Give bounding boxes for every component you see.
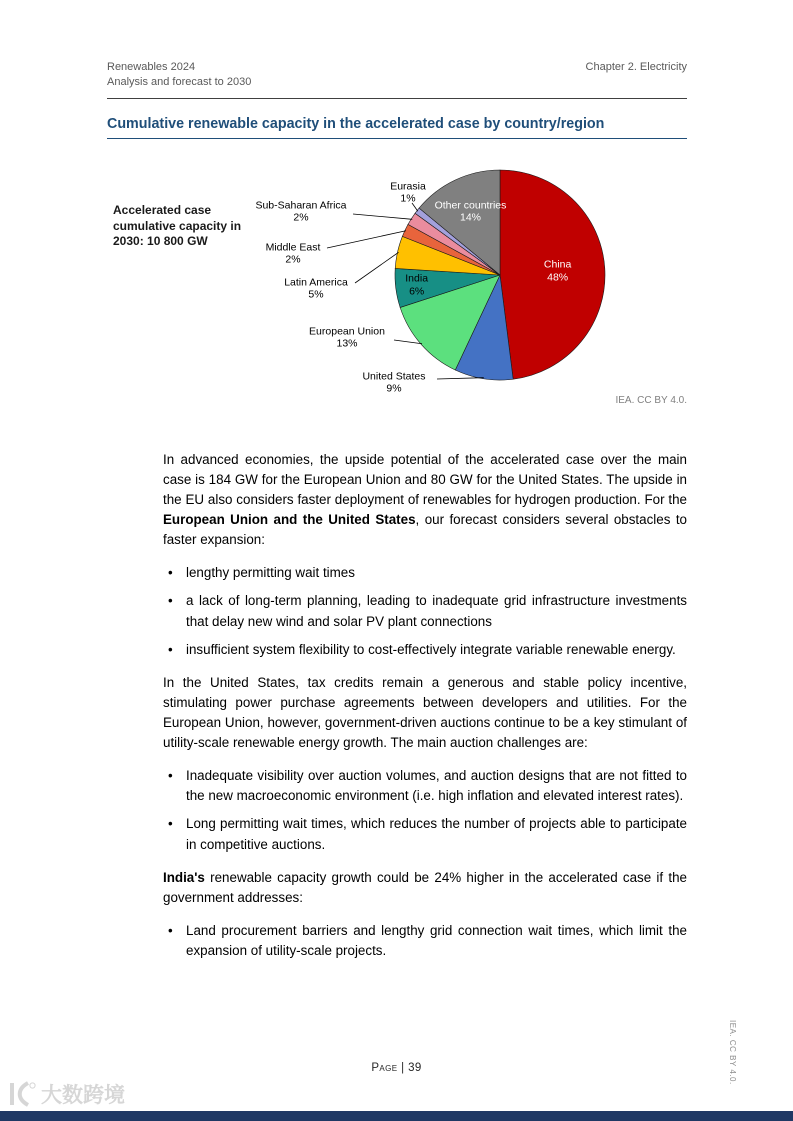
list-item: • Land procurement barriers and lengthy grid connection wait times, which limit the expansion of utility-scale projects. [163, 921, 687, 961]
list-item: • Long permitting wait times, which reduces the number of projects able to participate in competitive auctions. [163, 814, 687, 854]
pie-label-middle-east: Middle East 2% [265, 241, 321, 266]
pie-label-india: India 6% [405, 272, 429, 298]
bullet-list-obstacles [163, 563, 687, 659]
section-title-underline [107, 138, 687, 139]
leader-line-middle-east [327, 231, 406, 248]
bullet-list-india [163, 921, 687, 961]
header-left [107, 60, 251, 91]
paragraph-us-eu-auctions: In the United States, tax credits remain a generous and stable policy incentive, stimulating power purchase agreements between developers and utilities. For the European Union, however, government-driven auctions continue to be a key stimulant of utility-scale renewable energy growth. The main auction challenges are: [163, 674, 687, 751]
list-item: • Inadequate visibility over auction volumes, and auction designs that are not fitted to the new macroeconomic environment (i.e. high inflation and elevated interest rates). [163, 766, 687, 806]
pie-label-latin-america: Latin America 5% [284, 276, 348, 301]
header-divider [107, 98, 687, 99]
page-number: Page | 39 [371, 1062, 422, 1074]
bottom-bar [0, 1111, 793, 1121]
paragraph-advanced-economies: In advanced economies, the upside potential of the accelerated case over the main case is 184 GW for the European Union and 80 GW for the United States. The upside in the EU also considers faster deployment of renewables for hydrogen production. For the European Union and the United States, our forecast considers several obstacles to faster expansion: [163, 451, 687, 548]
leader-line-sub-saharan-africa [353, 214, 412, 219]
pie-label-china: China 48% [543, 258, 572, 284]
header-report-subtitle: Analysis and forecast to 2030 [107, 76, 252, 89]
chart-note: Accelerated case cumulative capacity in 2030: 10 800 GW [113, 202, 242, 249]
header-report-title: Renewables 2024 [107, 61, 196, 73]
watermark-logo-icon [8, 1081, 36, 1107]
side-credit: IEA. CC BY 4.0. [728, 1020, 737, 1085]
paragraph-india: India's renewable capacity growth could be 24% higher in the accelerated case if the government addresses: [163, 869, 687, 905]
watermark-text: 大数跨境 [41, 1084, 125, 1107]
watermark [8, 1079, 125, 1109]
leader-line-latin-america [355, 252, 399, 283]
pie-label-european-union: European Union 13% [309, 325, 385, 350]
bullet-list-auction-challenges [163, 766, 687, 854]
pie-chart-figure [107, 157, 687, 422]
pie-label-eurasia: Eurasia 1% [390, 180, 426, 205]
chart-credit: IEA. CC BY 4.0. [615, 394, 687, 406]
pie-label-other-countries: Other countries 14% [434, 199, 507, 225]
leader-line-united-states [437, 377, 484, 378]
pie-label-sub-saharan-africa: Sub-Saharan Africa 2% [255, 199, 347, 224]
list-item: • a lack of long-term planning, leading to inadequate grid infrastructure investments that delay new wind and solar PV plant connections [163, 591, 687, 631]
body-text [163, 450, 687, 961]
pie-label-united-states: United States 9% [362, 370, 426, 395]
section-title: Cumulative renewable capacity in the accelerated case by country/region [107, 115, 605, 132]
list-item: • lengthy permitting wait times [163, 563, 687, 583]
page-header [107, 60, 687, 91]
header-chapter: Chapter 2. Electricity [585, 61, 687, 73]
list-item: • insufficient system flexibility to cost-effectively integrate variable renewable energy. [163, 640, 687, 660]
